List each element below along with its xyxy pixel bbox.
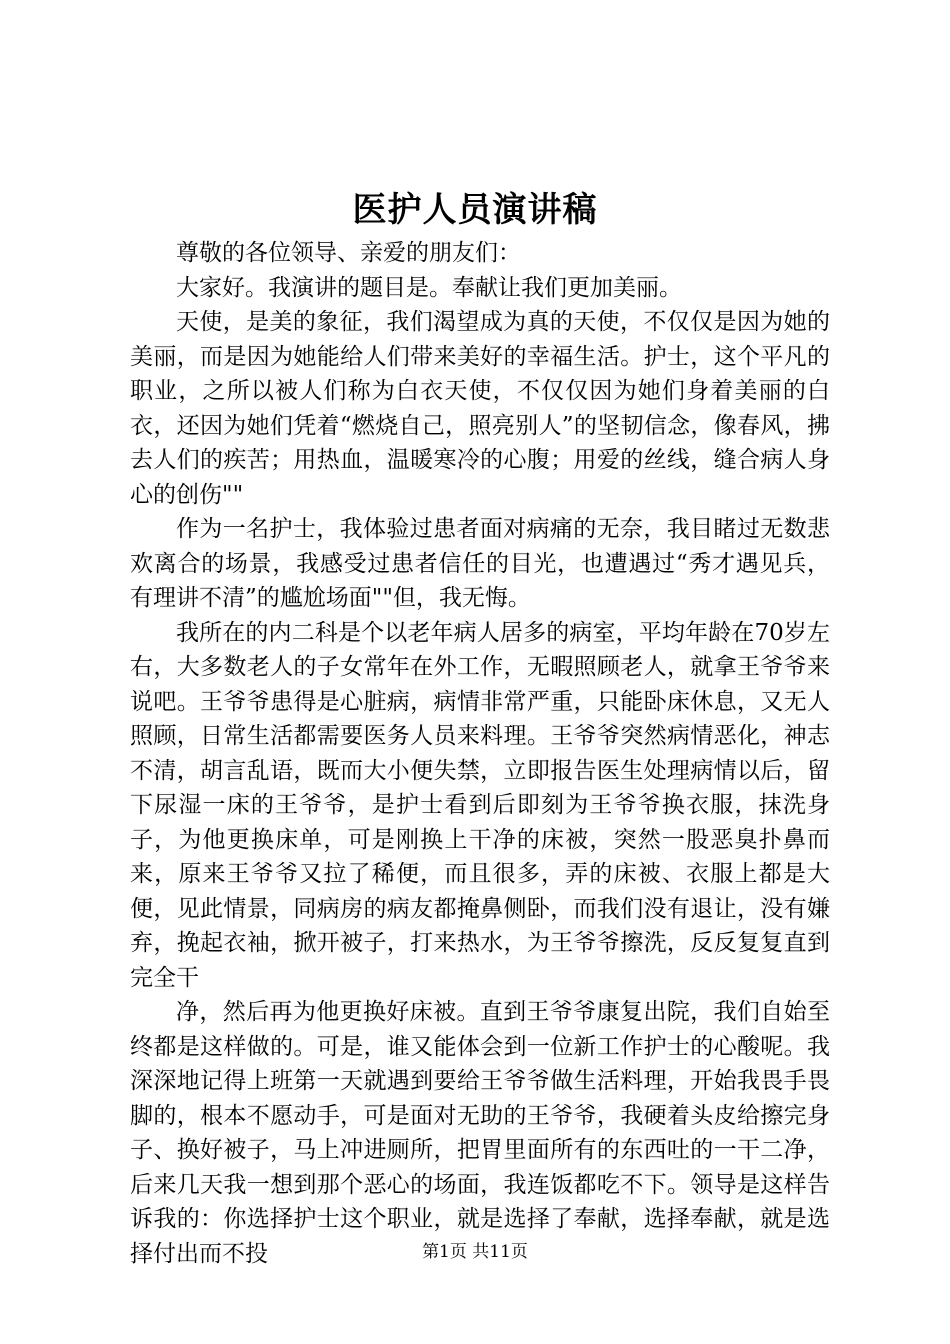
body-paragraph-department: 我所在的内二科是个以老年病人居多的病室，平均年龄在70岁左右，大多数老人的子女常年在外工作，无暇照顾老人，就拿王爷爷来说吧。王爷爷患得是心脏病，病情非常严重，只能卧床休息，又无人照顾，日常生活都需要医务人员来料理。王爷爷突然病情恶化，神志不清，胡言乱语，既而大小便失禁，立即报告医生处理病情以后，留下尿湿一床的王爷爷，是护士看到后即刻为王爷爷换衣服，抹洗身子，为他更换床单，可是刚换上干净的床被，突然一股恶臭扑鼻而来，原来王爷爷又拉了稀便，而且很多，弄的床被、衣服上都是大便，见此情景，同病房的病友都掩鼻侧卧，而我们没有退让，没有嫌弃，挽起衣袖，掀开被子，打来热水，为王爷爷擦洗，反反复复直到完全干 xyxy=(130,619,830,991)
salutation-paragraph: 尊敬的各位领导、亲爱的朋友们： xyxy=(176,240,521,266)
greeting-paragraph: 大家好。我演讲的题目是。奉献让我们更加美丽。 xyxy=(176,274,682,301)
body-paragraph-experience: 作为一名护士，我体验过患者面对病痛的无奈，我目睹过无数悲欢离合的场景，我感受过患者信任的目光，也遭遇过“秀才遇见兵，有理讲不清”的尴尬场面""但，我无悔。 xyxy=(130,516,830,611)
page-title: 医护人员演讲稿 xyxy=(352,190,598,230)
document-body xyxy=(130,236,830,1271)
body-paragraph-continuation: 净，然后再为他更换好床被。直到王爷爷康复出院，我们自始至终都是这样做的。可是，谁又能体会到一位新工作护士的心酸呢。我深深地记得上班第一天就遇到要给王爷爷做生活料理，开始我畏手畏脚的，根本不愿动手，可是面对无助的王爷爷，我硬着头皮给擦完身子、换好被子，马上冲进厕所，把胃里面所有的东西吐的一干二净，后来几天我一想到那个恶心的场面，我连饭都吃不下。领导是这样告诉我的：你选择护士这个职业，就是选择了奉献，选择奉献，就是选择付出而不投 xyxy=(130,999,830,1267)
body-paragraph-angel: 天使，是美的象征，我们渴望成为真的天使，不仅仅是因为她的美丽，而是因为她能给人们带来美好的幸福生活。护士，这个平凡的职业，之所以被人们称为白衣天使，不仅仅因为她们身着美丽的白衣，还因为她们凭着“燃烧自己，照亮别人”的坚韧信念，像春风，拂去人们的疾苦；用热血，温暖寒冷的心腹；用爱的丝线，缝合病人身心的创伤"" xyxy=(130,309,830,508)
page-number-footer: 第1页 共11页 xyxy=(422,1242,528,1262)
